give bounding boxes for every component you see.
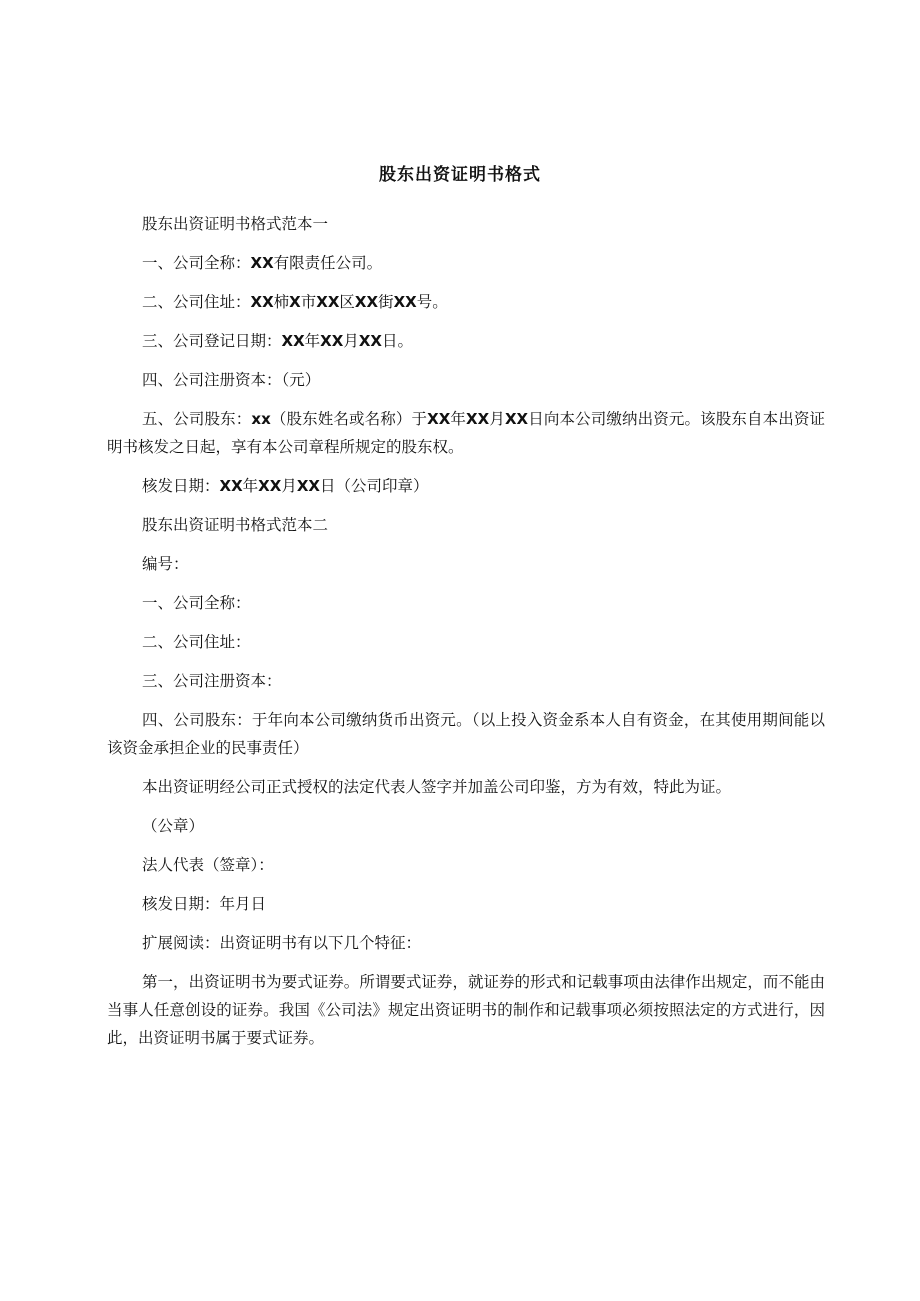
- sample1-company-address: [107, 288, 825, 316]
- sample1-heading: 股东出资证明书格式范本一: [142, 215, 329, 233]
- text: 街: [378, 293, 394, 311]
- sample2-shareholder: 四、公司股东：于年向本公司缴纳货币出资元。（以上投入资金系本人自有资金，在其使用期间能以该资金承担企业的民事责任）: [107, 711, 825, 757]
- text: 年: [304, 332, 321, 350]
- sample1-shareholder: [107, 405, 825, 461]
- text: 月: [489, 410, 505, 428]
- placeholder: XX: [354, 293, 379, 311]
- sample2-validity-statement: 本出资证明经公司正式授权的法定代表人签字并加盖公司印鉴，方为有效，特此为证。: [142, 778, 732, 796]
- placeholder: XX: [320, 332, 344, 350]
- sample2-company-address: 二、公司住址：: [142, 633, 251, 651]
- placeholder: XX: [393, 293, 417, 311]
- extended-reading-heading: 扩展阅读：出资证明书有以下几个特征：: [142, 934, 422, 952]
- sample1-registration-date: [107, 327, 825, 355]
- label: 五、公司股东：: [142, 410, 252, 428]
- sample2-number: 编号：: [142, 555, 189, 573]
- text: 年: [242, 477, 259, 495]
- text: 有限责任公司。: [273, 254, 383, 272]
- document-body: [107, 210, 825, 1063]
- sample2-legal-representative: 法人代表（签章）：: [142, 856, 274, 874]
- text: 号。: [416, 293, 448, 311]
- text: 日。: [381, 332, 413, 350]
- text: 日（公司印章）: [319, 477, 429, 495]
- placeholder: XX: [250, 254, 274, 272]
- text: 柿: [273, 293, 290, 311]
- text: 市: [300, 293, 317, 311]
- placeholder: XX: [504, 410, 529, 428]
- placeholder: XX: [258, 477, 282, 495]
- sample2-registered-capital: 三、公司注册资本：: [142, 672, 282, 690]
- placeholder: X: [289, 293, 301, 311]
- extended-reading-paragraph: 第一，出资证明书为要式证券。所谓要式证券，就证券的形式和记载事项由法律作出规定，而不能由当事人任意创设的证券。我国《公司法》规定出资证明书的制作和记载事项必须按照法定的方式进行，因此，出资证明书属于要式证券。: [107, 973, 825, 1047]
- label: 三、公司登记日期：: [142, 332, 282, 350]
- document-title: 股东出资证明书格式: [379, 165, 541, 185]
- label: 一、公司全称：: [142, 254, 251, 272]
- placeholder: XX: [358, 332, 382, 350]
- text: 月: [281, 477, 297, 495]
- text: 日向本公司缴纳出资元。该股东自本出资证明书核发之日起，享有本公司章程所规定的股东权。: [107, 410, 825, 456]
- text: 年: [450, 410, 467, 428]
- sample2-heading: 股东出资证明书格式范本二: [142, 516, 329, 534]
- placeholder: XX: [281, 332, 305, 350]
- placeholder: XX: [466, 410, 490, 428]
- text: 区: [339, 293, 355, 311]
- label: 核发日期：: [142, 477, 220, 495]
- sample2-issue-date: 核发日期：年月日: [142, 895, 267, 913]
- placeholder: XX: [250, 293, 274, 311]
- sample1-issue-date: [107, 472, 825, 500]
- placeholder: XX: [219, 477, 243, 495]
- sample1-registered-capital: 四、公司注册资本：（元）: [142, 371, 321, 389]
- placeholder: XX: [296, 477, 320, 495]
- placeholder: XX: [316, 293, 340, 311]
- text: 月: [343, 332, 359, 350]
- placeholder: xx: [251, 410, 271, 428]
- text: （股东姓名或名称）于: [270, 410, 428, 428]
- sample2-seal: （公章）: [142, 817, 205, 835]
- label: 二、公司住址：: [142, 293, 251, 311]
- sample2-company-name: 一、公司全称：: [142, 594, 251, 612]
- sample1-company-name: [107, 249, 825, 277]
- placeholder: XX: [427, 410, 451, 428]
